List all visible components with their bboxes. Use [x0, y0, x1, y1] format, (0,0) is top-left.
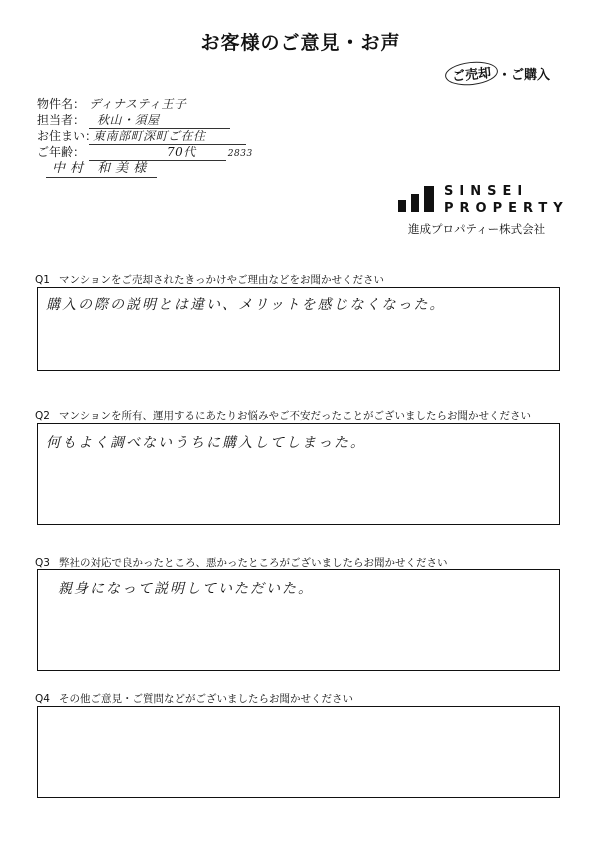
question-4	[35, 691, 353, 706]
logo-line-1: SINSEI	[444, 184, 529, 199]
question-2	[35, 408, 531, 423]
sinsei-logo-icon	[397, 186, 437, 212]
company-name: 進成プロパティー株式会社	[408, 222, 546, 236]
answer-box-3	[37, 569, 560, 671]
question-1-number: Q1	[35, 274, 50, 286]
property-label: 物件名：	[37, 97, 86, 111]
transaction-type	[445, 62, 550, 85]
staff-value: 秋山・須屋	[89, 112, 230, 129]
staff-row	[37, 112, 253, 128]
buy-option: ご購入	[511, 68, 551, 83]
question-1-text: マンションをご売却されたきっかけやご理由などをお聞かせください	[59, 274, 385, 286]
sell-option-circled: ご売却	[444, 59, 499, 87]
type-separator: ・	[498, 68, 512, 83]
customer-info	[37, 96, 253, 160]
answer-1-text: 購入の際の説明とは違い、メリットを感じなくなった。	[46, 297, 446, 313]
age-value: 70代	[89, 144, 226, 161]
age-label: ご年齢：	[37, 145, 86, 159]
answer-box-4	[37, 706, 560, 798]
property-value: ディナスティ王子	[89, 97, 187, 111]
question-4-text: その他ご意見・ご質問などがございましたらお聞かせください	[59, 693, 353, 705]
question-4-number: Q4	[35, 693, 50, 705]
staff-label: 担当者：	[37, 113, 86, 127]
question-3-number: Q3	[35, 557, 50, 569]
page-title: お客様のご意見・お声	[200, 32, 401, 54]
question-3-text: 弊社の対応で良かったところ、悪かったところがございましたらお聞かせください	[59, 557, 448, 569]
answer-box-2	[37, 423, 560, 525]
customer-name: 中村 和美様	[46, 157, 157, 178]
address-label: お住まい：	[37, 129, 98, 143]
address-row	[37, 128, 253, 144]
answer-2-text: 何もよく調べないうちに購入してしまった。	[46, 435, 366, 451]
age-note: 2833	[227, 149, 253, 159]
answer-3-text: 親身になって説明していただいた。	[58, 581, 314, 597]
question-3	[35, 555, 448, 570]
property-row	[37, 96, 253, 112]
logo-wordmark	[444, 183, 569, 217]
answer-box-1	[37, 287, 560, 371]
question-2-number: Q2	[35, 410, 50, 422]
question-2-text: マンションを所有、運用するにあたりお悩みやご不安だったことがございましたらお聞かせください	[59, 410, 532, 422]
logo-line-2: PROPERTY	[444, 201, 569, 216]
address-value: 東南部町深町ご在住	[89, 128, 246, 145]
question-1	[35, 272, 384, 287]
